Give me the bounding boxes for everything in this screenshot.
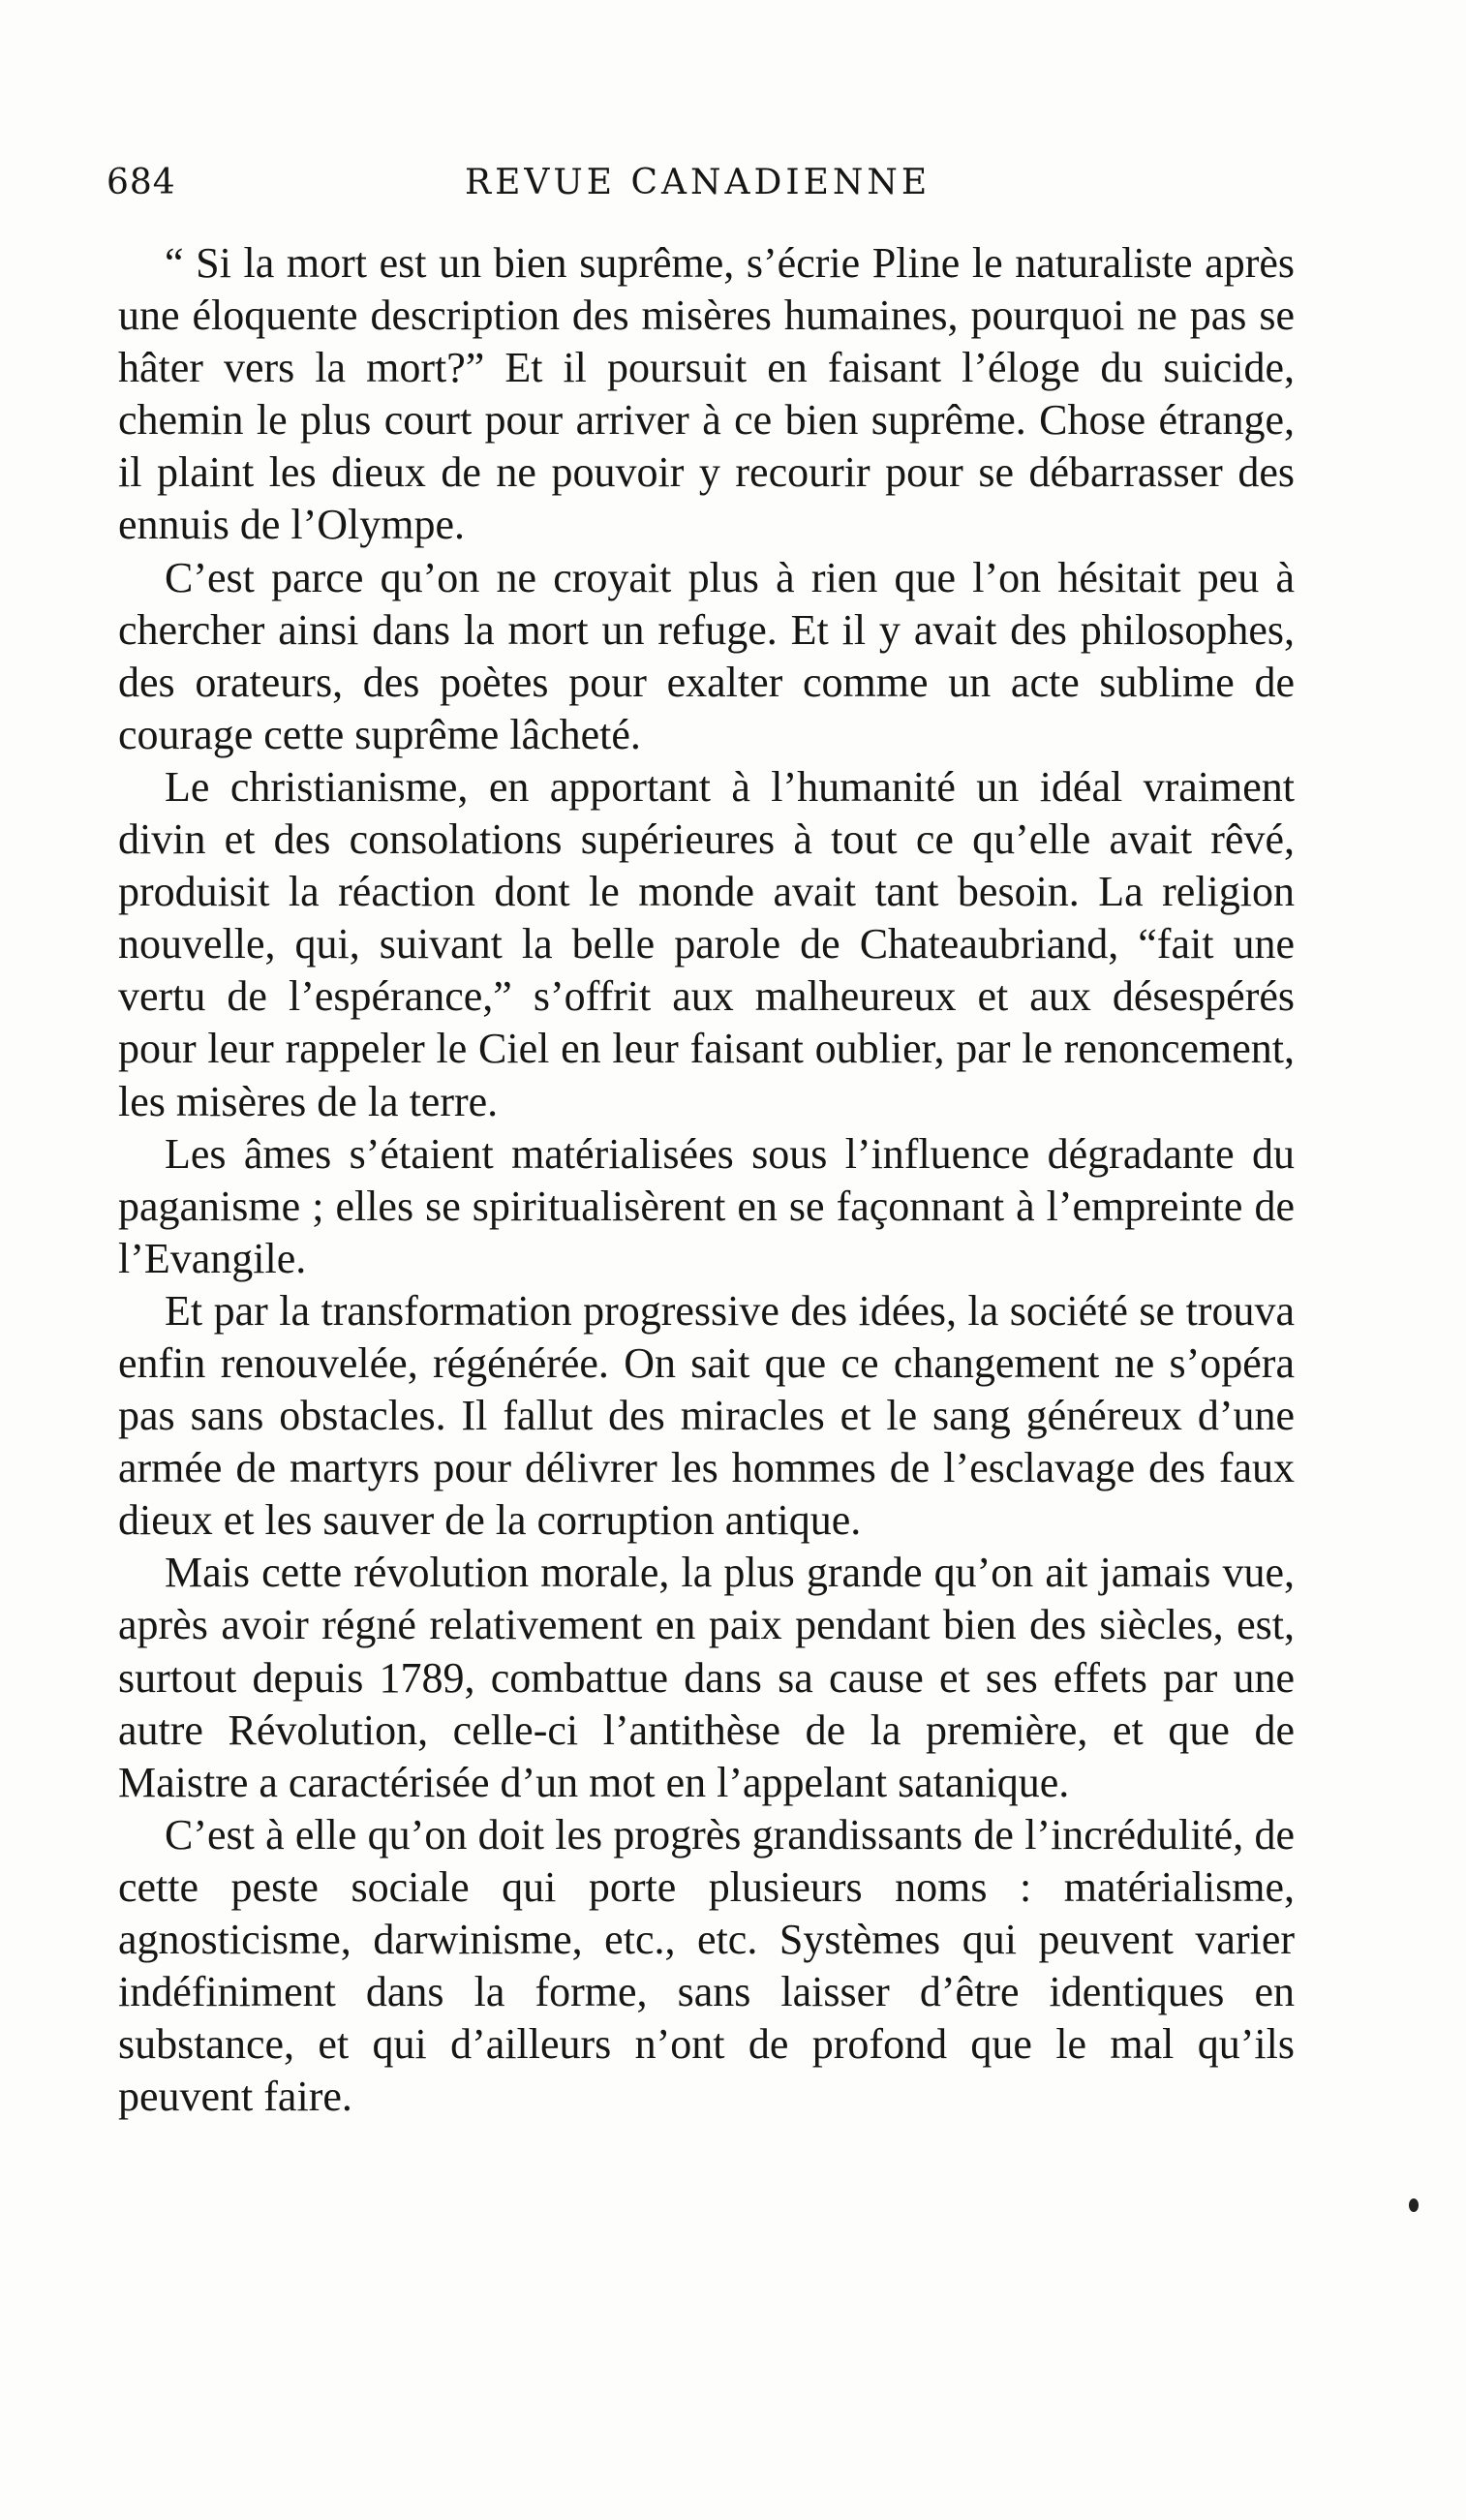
paragraph-7: C’est à elle qu’on doit les progrès grandissants de l’incrédulité, de cette peste sociale qui porte plusieurs noms : matérialisme, agnosticisme, darwinisme, etc., etc. Systèmes qui peuvent varier indéfiniment dans la forme, sans laisser d’être identiques en substance, et qui d’ailleurs n’ont de profond que le mal qu’ils peuvent faire. — [118, 1810, 1295, 2121]
body-text — [118, 237, 1295, 2123]
paragraph-5: Et par la transformation progressive des idées, la société se trouva enfin renouvelée, régénérée. On sait que ce changement ne s’opéra pas sans obstacles. Il fallut des miracles et le sang généreux d’une armée de martyrs pour délivrer les hommes de l’esclavage des faux dieux et les sauver de la corruption antique. — [118, 1286, 1295, 1545]
page-number: 684 — [107, 163, 176, 202]
paragraph-4: Les âmes s’étaient matérialisées sous l’influence dégradante du paganisme ; elles se spiritualisèrent en se façonnant à l’empreinte de l’Evangile. — [118, 1129, 1295, 1282]
running-title: REVUE CANADIENNE — [465, 163, 932, 202]
paragraph-2: C’est parce qu’on ne croyait plus à rien que l’on hésitait peu à chercher ainsi dans la mort un refuge. Et il y avait des philosophes, des orateurs, des poètes pour exalter comme un acte sublime de courage cette suprême lâcheté. — [118, 553, 1295, 758]
paragraph-3: Le christianisme, en apportant à l’humanité un idéal vraiment divin et des consolations supérieures à tout ce qu’elle avait rêvé, produisit la réaction dont le monde avait tant besoin. La religion nouvelle, qui, suivant la belle parole de Chateaubriand, “fait une vertu de l’espérance,” s’offrit aux malheureux et aux désespérés pour leur rappeler le Ciel en leur faisant oublier, par le renoncement, les misères de la terre. — [118, 762, 1295, 1125]
page-header — [107, 163, 1317, 221]
paragraph-6: Mais cette révolution morale, la plus grande qu’on ait jamais vue, après avoir régné relativement en paix pendant bien des siècles, est, surtout depuis 1789, combattue dans sa cause et ses effets par une autre Révolution, celle-ci l’antithèse de la première, et que de Maistre a caractérisée d’un mot en l’appelant satanique. — [118, 1549, 1295, 1806]
ink-smudge — [1409, 2198, 1419, 2212]
paragraph-1: “ Si la mort est un bien suprême, s’écrie Pline le naturaliste après une éloquente description des misères humaines, pourquoi ne pas se hâter vers la mort?” Et il poursuit en faisant l’éloge du suicide, chemin le plus court pour arriver à ce bien suprême. Chose étrange, il plaint les dieux de ne pouvoir y recourir pour se débarrasser des ennuis de l’Olympe. — [118, 239, 1295, 549]
